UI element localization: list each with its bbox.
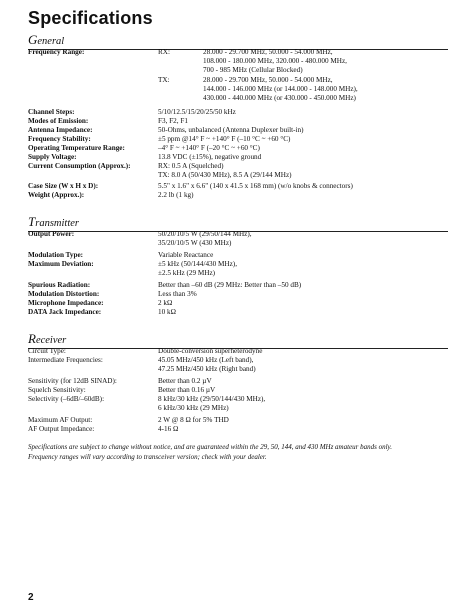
spec-value [158,182,448,191]
spec-label: Selectivity (–6dB/–60dB): [28,395,105,403]
tx-values [203,76,358,104]
spec-value [158,386,448,395]
note-line: Specifications are subject to change without notice, and are guaranteed within the 29, 50, 144, and 430 MHz amateur bands only. [28,443,393,451]
spec-value-line: ±2.5 kHz (29 MHz) [158,269,216,278]
rx-line: 700 - 985 MHz (Cellular Blocked) [203,66,303,75]
spec-label: DATA Jack Impedance: [28,308,102,316]
spec-label: Intermediate Frequencies: [28,356,103,364]
spec-value-line: Variable Reactance [158,251,214,259]
spec-value-line: 10 kΩ [158,308,176,316]
spec-value-line: 2 kΩ [158,299,173,307]
spec-value-line: 47.25 MHz/450 kHz (Right band) [158,365,256,374]
frequency-range-label: Frequency Range: [28,48,85,56]
spec-label: Modes of Emission: [28,117,89,125]
spec-value-line: Better than –60 dB (29 MHz: Better than –50 dB) [158,281,302,289]
spec-value [158,260,448,278]
spec-label: Squelch Sensitivity: [28,386,86,394]
spec-value [158,191,448,200]
spec-value-line: Better than 0.16 µV [158,386,216,394]
tx-line: 28.000 - 29.700 MHz, 50.000 - 54.000 MHz, [203,76,333,84]
spec-label: Frequency Stability: [28,135,91,143]
spec-value-line: 2.2 lb (1 kg) [158,191,194,199]
spec-label: Maximum AF Output: [28,416,93,424]
spec-value [158,347,448,356]
spec-value [158,377,448,386]
tx-label: TX: [158,76,170,84]
spec-label: Modulation Type: [28,251,84,259]
page-number: 2 [28,592,34,603]
spec-value [158,416,448,425]
spec-value [158,135,448,144]
page-title: Specifications [28,8,153,28]
spec-value [158,126,448,135]
general-heading: General [28,32,448,50]
spec-value [158,290,448,299]
spec-label: Operating Temperature Range: [28,144,125,152]
transmitter-heading: Transmitter [28,214,448,232]
spec-value-line: 35/20/10/5 W (430 MHz) [158,239,232,248]
spec-value-line: 2 W @ 8 Ω for 5% THD [158,416,229,424]
spec-value [158,395,448,413]
specifications-note [28,443,448,462]
spec-value-line: RX: 0.5 A (Squelched) [158,162,224,170]
spec-label: Output Power: [28,230,75,238]
tx-line: 144.000 - 146.000 MHz (or 144.000 - 148.000 MHz), [203,85,358,94]
spec-value [158,117,448,126]
spec-value-line: TX: 8.0 A (50/430 MHz), 8.5 A (29/144 MHz) [158,171,292,180]
spec-value-line: 8 kHz/30 kHz (29/50/144/430 MHz), [158,395,266,403]
spec-value [158,144,448,153]
spec-value-line: 50/20/10/5 W (29/50/144 MHz), [158,230,252,238]
receiver-heading: Receiver [28,331,448,349]
spec-label: Modulation Distortion: [28,290,100,298]
spec-value [158,299,448,308]
spec-label: Supply Voltage: [28,153,77,161]
spec-value [158,425,448,434]
spec-value-line: 6 kHz/30 kHz (29 MHz) [158,404,229,413]
rx-values [203,48,347,76]
spec-value-line: ±5 ppm @14° F ~ +140° F (–10 °C ~ +60 °C) [158,135,291,143]
spec-label: AF Output Impedance: [28,425,95,433]
spec-value [158,281,448,290]
spec-value-line: 45.05 MHz/450 kHz (Left band), [158,356,254,364]
spec-label: Weight (Approx.): [28,191,85,199]
spec-value-line: 13.8 VDC (±15%), negative ground [158,153,262,161]
note-line: Frequency ranges will vary according to transceiver version; check with your dealer. [28,452,267,461]
spec-value [158,251,448,260]
spec-value [158,108,448,117]
spec-label: Sensitivity (for 12dB SINAD): [28,377,117,385]
rx-line: 108.000 - 180.000 MHz, 320.000 - 480.000 MHz, [203,57,347,66]
tx-line: 430.000 - 440.000 MHz (or 430.000 - 450.000 MHz) [203,94,356,103]
spec-value-line: Less than 3% [158,290,197,298]
spec-value [158,162,448,180]
spec-label: Spurious Radiation: [28,281,91,289]
rx-line: 28.000 - 29.700 MHz, 50.000 - 54.000 MHz, [203,48,333,56]
spec-value-line: ±5 kHz (50/144/430 MHz), [158,260,238,268]
spec-value-line: 5/10/12.5/15/20/25/50 kHz [158,108,236,116]
spec-label: Maximum Deviation: [28,260,94,268]
spec-value-line: 5.5" x 1.6" x 6.6" (140 x 41.5 x 168 mm) (w/o knobs & connectors) [158,182,353,190]
spec-value-line: –4° F ~ +140° F (–20 °C ~ +60 °C) [158,144,260,152]
spec-value-line: 4-16 Ω [158,425,179,433]
spec-label: Microphone Impedance: [28,299,104,307]
spec-label: Antenna Impedance: [28,126,93,134]
spec-label: Circuit Type: [28,347,66,355]
spec-value-line: Double-conversion superheterodyne [158,347,263,355]
spec-value [158,230,448,248]
spec-value [158,356,448,374]
spec-value [158,308,448,317]
spec-value-line: F3, F2, F1 [158,117,188,125]
spec-value-line: Better than 0.2 µV [158,377,212,385]
spec-label: Case Size (W x H x D): [28,182,99,190]
spec-label: Current Consumption (Approx.): [28,162,131,170]
spec-label: Channel Steps: [28,108,75,116]
spec-value [158,153,448,162]
rx-label: RX: [158,48,170,56]
spec-value-line: 50-Ohms, unbalanced (Antenna Duplexer built-in) [158,126,304,134]
